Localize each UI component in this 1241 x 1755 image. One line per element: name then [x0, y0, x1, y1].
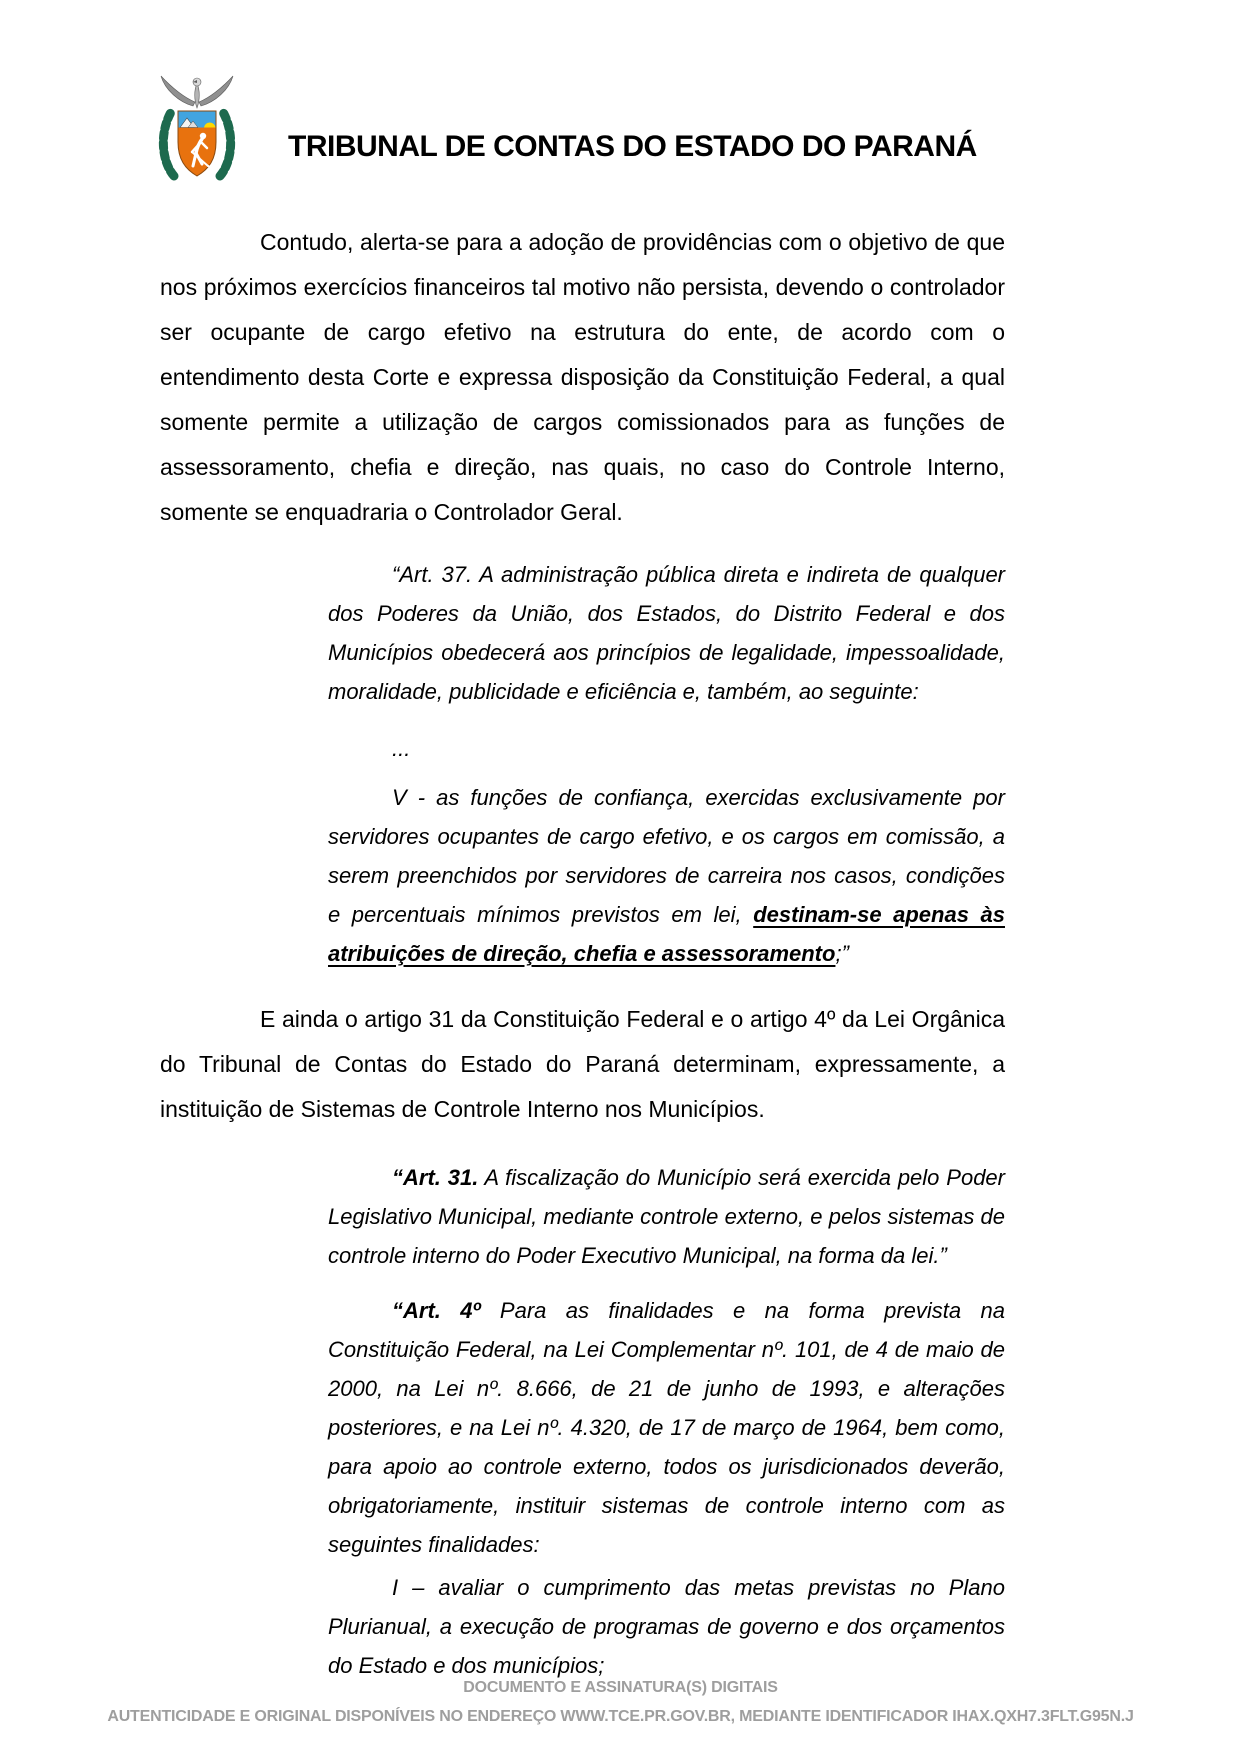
document-footer [0, 1673, 1241, 1731]
shield-icon [178, 111, 216, 176]
quote-art4-label: “Art. 4º [392, 1298, 481, 1323]
quote-block-constituicao [328, 555, 1005, 973]
branch-left-icon [163, 112, 174, 176]
document-body [160, 220, 1005, 1685]
quote-art31 [328, 1158, 1005, 1275]
quote-ellipsis: ... [392, 736, 411, 761]
quote-block-leis [328, 1158, 1005, 1685]
quote-inciso-v-emphasis: destinam-se apenas às atribuições de direção, chefia e assessoramento [328, 902, 1005, 966]
quote-art31-text: A fiscalização do Município será exercida pelo Poder Legislativo Municipal, mediante controle externo, e pelos sistemas de controle interno do Poder Executivo Municipal, na forma da lei.” [328, 1165, 1005, 1268]
quote-art31-label: “Art. 31. [392, 1165, 479, 1190]
eagle-icon [161, 76, 233, 108]
footer-line-authenticity: AUTENTICIDADE E ORIGINAL DISPONÍVEIS NO ENDEREÇO WWW.TCE.PR.GOV.BR, MEDIANTE IDENTIFICADOR IHAX.QXH7.3FLT.G95N.J [107, 1708, 1134, 1725]
quote-inciso-v-lead: V - as funções de confiança, exercidas exclusivamente por servidores ocupantes de cargo efetivo, e os cargos em comissão, a serem preenchidos por servidores de carreira nos casos, condições e percentuais mínimos previstos em lei, [328, 785, 1005, 927]
quote-art4-text: Para as finalidades e na forma prevista na Constituição Federal, na Lei Complementar nº. 101, de 4 de maio de 2000, na Lei nº. 8.666, de 21 de junho de 1993, e alterações posteriores, e na Lei nº. 4.320, de 17 de março de 1964, bem como, para apoio ao controle externo, todos os jurisdicionados deverão, obrigatoriamente, instituir sistemas de controle interno com as seguintes finalidades: [328, 1298, 1005, 1557]
paragraph-contudo: Contudo, alerta-se para a adoção de providências com o objetivo de que nos próximos exercícios financeiros tal motivo não persista, devendo o controlador ser ocupante de cargo efetivo na estrutura do ente, de acordo com o entendimento desta Corte e expressa disposição da Constituição Federal, a qual somente permite a utilização de cargos comissionados para as funções de assessoramento, chefia e direção, nas quais, no caso do Controle Interno, somente se enquadraria o Controlador Geral. [160, 229, 1005, 525]
quote-inciso-v-tail: ;” [835, 941, 849, 966]
footer-line-digital-signature: DOCUMENTO E ASSINATURA(S) DIGITAIS [463, 1679, 778, 1696]
quote-item-i: I – avaliar o cumprimento das metas previstas no Plano Plurianual, a execução de programas de governo e dos orçamentos do Estado e dos municípios; [328, 1575, 1005, 1678]
quote-art4 [328, 1291, 1005, 1564]
quote-art37: “Art. 37. A administração pública direta e indireta de qualquer dos Poderes da União, dos Estados, do Distrito Federal e dos Municípios obedecerá aos princípios de legalidade, impessoalidade, moralidade, publicidade e eficiência e, também, ao seguinte: [328, 562, 1005, 704]
quote-inciso-v [328, 778, 1005, 973]
page-title: TRIBUNAL DE CONTAS DO ESTADO DO PARANÁ [288, 130, 977, 164]
branch-right-icon [220, 112, 231, 176]
paragraph-e-ainda: E ainda o artigo 31 da Constituição Federal e o artigo 4º da Lei Orgânica do Tribunal de Contas do Estado do Paraná determinam, expressamente, a instituição de Sistemas de Controle Interno nos Municípios. [160, 1006, 1005, 1122]
parana-coat-of-arms-logo [152, 72, 242, 187]
